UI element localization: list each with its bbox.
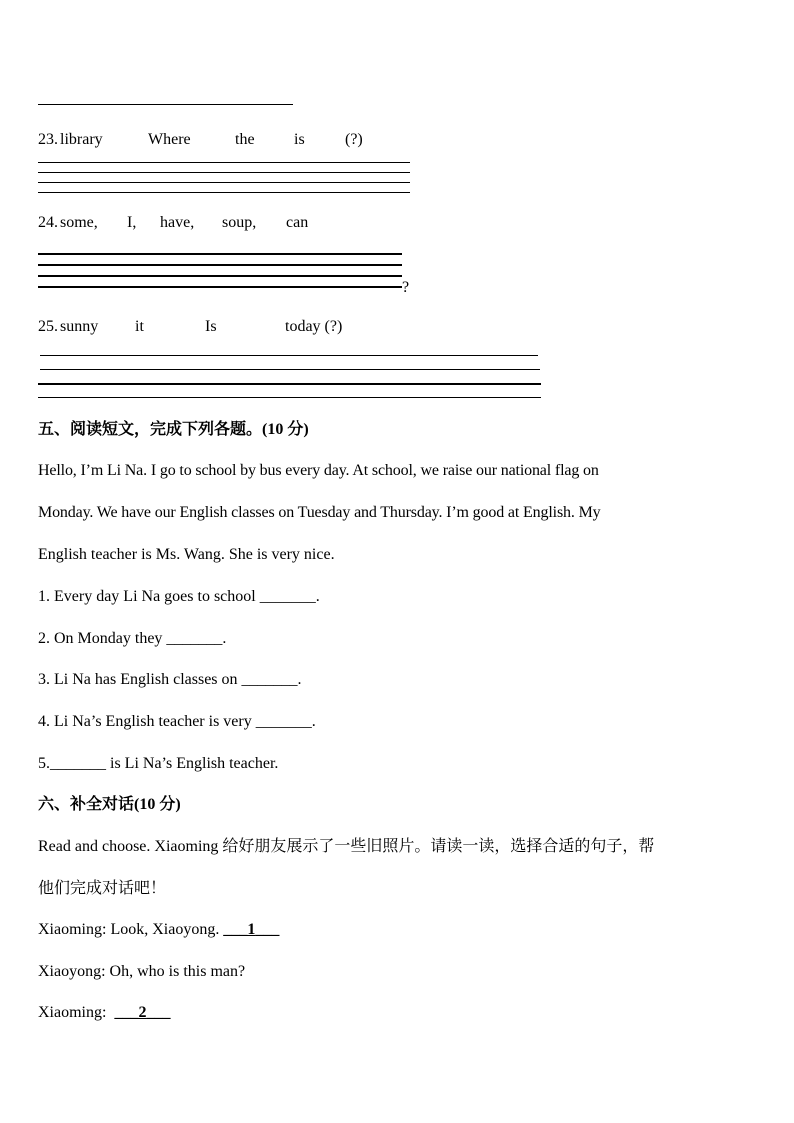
reading-question-4: 4. Li Na’s English teacher is very _______. [38,713,316,730]
word: I, [127,214,137,231]
blank-underline: ___ [114,1004,139,1021]
answer-line [38,162,410,163]
question-number: 23. [38,131,58,148]
dialogue-line-2 [38,962,245,982]
blank-underline: ___ [255,921,280,938]
answer-line [40,369,540,370]
answer-line [38,172,410,173]
dialogue-text: Look, Xiaoyong. [110,921,220,938]
word: soup, [222,214,257,231]
word: some, [60,214,98,231]
word: (?) [345,131,363,148]
dialogue-line-1 [38,920,279,940]
word: it [135,318,144,335]
speaker: Xiaoming: [38,921,107,938]
speaker: Xiaoyong: [38,963,106,980]
reading-question-1: 1. Every day Li Na goes to school _______. [38,588,320,605]
reading-question-2: 2. On Monday they _______. [38,630,227,647]
word: sunny [60,318,99,335]
section-6-intro-line: Read and choose. Xiaoming 给好朋友展示了一些旧照片。请读一读，选择合适的句子，帮 [38,838,655,855]
passage-line: Hello, I’m Li Na. I go to school by bus every day. At school, we raise our national flag on [38,462,599,479]
dialogue-text: Oh, who is this man? [109,963,246,980]
word: Where [148,131,191,148]
reading-question-5: 5._______ is Li Na’s English teacher. [38,755,279,772]
word: today (?) [285,318,343,335]
passage-line: English teacher is Ms. Wang. She is very nice. [38,546,335,563]
answer-line [38,275,402,277]
question-mark: ? [402,279,410,296]
word: have, [160,214,195,231]
question-number: 24. [38,214,58,231]
word: Is [205,318,217,335]
answer-line [40,355,538,356]
blank-number: 1 [247,921,256,938]
dialogue-blank-2[interactable] [114,1004,170,1021]
blank-underline: ___ [223,921,248,938]
reading-question-3: 3. Li Na has English classes on _______. [38,671,302,688]
blank-number: 2 [138,1004,147,1021]
word: the [235,131,255,148]
answer-line [38,383,541,385]
answer-line-top [38,104,293,105]
section-6-heading: 六、补全对话(10 分) [38,796,181,813]
answer-line [38,264,402,266]
dialogue-line-3 [38,1003,170,1023]
passage-line: Monday. We have our English classes on Tuesday and Thursday. I’m good at English. My [38,504,601,521]
word: can [286,214,309,231]
answer-line [38,286,402,288]
section-5-heading: 五、阅读短文，完成下列各题。(10 分) [38,421,309,438]
answer-line [38,192,410,193]
section-6-intro-line: 他们完成对话吧！ [38,880,167,897]
answer-line [38,397,541,398]
answer-line [38,253,402,255]
answer-line [38,182,410,183]
word: is [294,131,305,148]
word: library [60,131,103,148]
question-number: 25. [38,318,58,335]
dialogue-blank-1[interactable] [223,921,279,938]
blank-underline: ___ [146,1004,171,1021]
speaker: Xiaoming: [38,1004,107,1021]
